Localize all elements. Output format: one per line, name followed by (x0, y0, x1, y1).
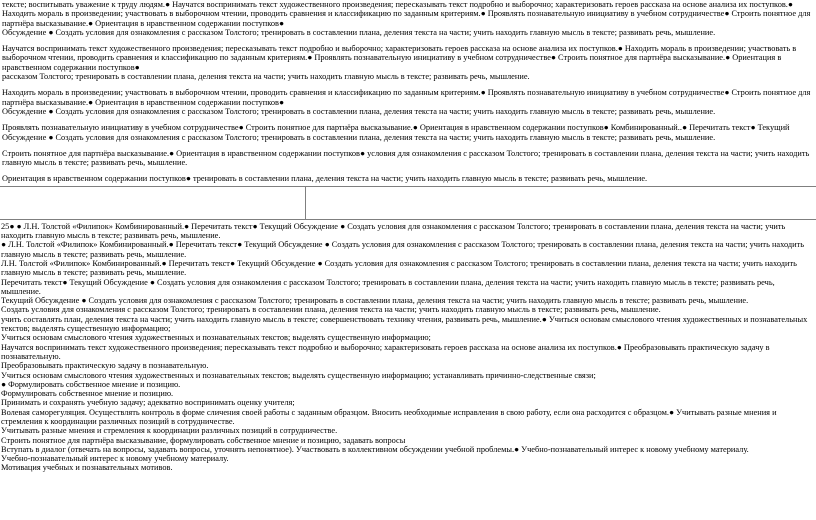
paragraph: учить составлять план, деления текста на части; учить находить главную мысль в тексте; совершенствовать технику чтения, развивать речь, мышление.● Учиться основам смыслового чтения художественных и познавательных текстов; выделять существенную информацию; (1, 314, 808, 334)
paragraph: Учиться основам смыслового чтения художественных и познавательных текстов; выделять существенную информацию; (1, 333, 431, 343)
paragraph: Ориентация в нравственном содержании поступков● тренировать в составлении плана, деления текста на части; учить находить главную мысль в тексте; развивать речь, мышление. (2, 174, 648, 184)
paragraph: Текущий Обсуждение ● Создать условия для ознакомления с рассказом Толстого; тренировать в составлении плана, деления текста на части; учить находить главную мысль в тексте; развивать речь, мышление. (1, 296, 749, 306)
paragraph: Формулировать собственное мнение и позицию. (1, 389, 174, 399)
top-block (1, 0, 816, 37)
paragraph: Учитывать разные мнения и стремления к координации различных позиций в сотрудничестве. (1, 426, 338, 436)
paragraph: Мотивация учебных и познавательных мотивов. (1, 463, 173, 473)
paragraph: Обсуждение ● Создать условия для ознакомления с рассказом Толстого; тренировать в составлении плана, деления текста на части; учить находить главную мысль в тексте; развивать речь, мышление. (2, 106, 716, 116)
paragraph: Вступать в диалог (отвечать на вопросы, задавать вопросы, уточнять непонятное). Участвовать в коллективном обсуждении учебной проблемы.● Учебно-познавательный интерес к новому учебному материалу. (1, 444, 749, 454)
paragraph: Волевая саморегуляция. Осуществлять контроль в форме сличения своей работы с заданным образцом. Вносить необходимые исправления в свою работу, если она расходится с образцом.● Учитывать разные мнения и стремления к координации различных позиций в сотрудничестве. (1, 407, 777, 426)
paragraph: ● Л.Н. Толстой «Филипок» Комбинированный.● Перечитать текст● Текущий Обсуждение ● Создать условия для ознакомления с рассказом Толстого; тренировать в составлении плана, деления текста на части; учить находить главную мысль в тексте; развивать речь, мышление. (1, 240, 805, 259)
paragraph-block (1, 123, 816, 142)
paragraph: Проявлять познавательную инициативу в учебном сотрудничестве● Строить понятное для партнёра высказывание.● Ориентация в нравственном содержании поступков● Комбинированный..● Перечитать текст● Текущий Обсуждение ● Создать условия для ознакомления с рассказом Толстого; тренировать в составлении плана, деления текста на части; учить находить главную мысль в тексте; развивать речь, мышление. (2, 123, 790, 142)
paragraph: Создать условия для ознакомления с рассказом Толстого; тренировать в составлении плана, деления текста на части; учить находить главную мысль в тексте; развивать речь, мышление. (1, 305, 661, 315)
paragraph: Л.Н. Толстой «Филипок» Комбинированный.● Перечитать текст● Текущий Обсуждение ● Создать условия для ознакомления с рассказом Толстого; тренировать в составлении плана, деления текста на части; учить находить главную мысль в тексте; развивать речь, мышление. (1, 258, 797, 278)
paragraph: Преобразовывать практическую задачу в познавательную. (1, 361, 209, 371)
paragraph: Обсуждение ● Создать условия для ознакомления с рассказом Толстого; тренировать в составлении плана, деления текста на части; учить находить главную мысль в тексте; развивать речь, мышление. (2, 27, 716, 37)
paragraph: тексте; воспитывать уважение к труду людям.● Научатся воспринимать текст художественного произведения; пересказывать текст подробно и выборочно; характеризовать героев рассказа на основе анализа их поступков.● Находить мораль в произведении; участвовать в выборочном чтении, проводить сравнения и классификацию по заданным критериям.● Проявлять познавательную инициативу в учебном сотрудничестве● Строить понятное для партнёра высказывание.● Ориентация в нравственном содержании поступков● (2, 0, 811, 28)
paragraph: 25● ● Л.Н. Толстой «Филипок» Комбинированный.● Перечитать текст● Текущий Обсуждение ● Создать условия для ознакомления с рассказом Толстого; тренировать в составлении плана, деления текста на части; учить находить главную мысль в тексте; развивать речь, мышление. (1, 221, 786, 241)
paragraph: Находить мораль в произведении; участвовать в выборочном чтении, проводить сравнения и классификацию по заданным критериям.● Проявлять познавательную инициативу в учебном сотрудничестве● Строить понятное для партнёра высказывание.● Ориентация в нравственном содержании поступков● (2, 88, 811, 107)
paragraph: рассказом Толстого; тренировать в составлении плана, деления текста на части; учить находить главную мысль в тексте; развивать речь, мышление. (2, 72, 530, 82)
paragraph: Строить понятное для партнёра высказывание.● Ориентация в нравственном содержании поступков● условия для ознакомления с рассказом Толстого; тренировать в составлении плана, деления текста на части; учить находить главную мысль в тексте; развивать речь, мышление. (2, 148, 810, 168)
paragraph-block (1, 149, 816, 168)
paragraph-block (1, 44, 816, 81)
paragraph-block (1, 174, 816, 183)
table-row-divider (0, 186, 816, 220)
paragraph-block (1, 88, 816, 116)
paragraph: Учебно-познавательный интерес к новому учебному материалу. (1, 454, 229, 464)
paragraph: Научатся воспринимать текст художественного произведения; пересказывать текст подробно и выборочно; характеризовать героев рассказа на основе анализа их поступков.● Преобразовывать практическую задачу в познавательную. (1, 342, 770, 361)
paragraph: ● Формулировать собственное мнение и позицию. (1, 379, 181, 389)
table-cell-border (305, 187, 306, 219)
paragraph: Перечитать текст● Текущий Обсуждение ● Создать условия для ознакомления с рассказом Толстого; тренировать в составлении плана, деления текста на части; учить находить главную мысль в тексте; развивать речь, мышление. (1, 277, 775, 296)
paragraph: Принимать и сохранять учебную задачу; адекватно воспринимать оценку учителя; (1, 398, 295, 408)
paragraph: Строить понятное для партнёра высказывание, формулировать собственное мнение и позицию, задавать вопросы (1, 435, 406, 445)
paragraph: Научатся воспринимать текст художественного произведения; пересказывать текст подробно и выборочно; характеризовать героев рассказа на основе анализа их поступков.● Находить мораль в произведении; участвовать в выборочном чтении, проводить сравнения и классификацию по заданным критериям.● Проявлять познавательную инициативу в учебном сотрудничестве● Строить понятное для партнёра высказывание.● Ориентация в нравственном содержании поступков● (2, 44, 797, 72)
paragraph: Учиться основам смыслового чтения художественных и познавательных текстов; выделять существенную информацию; устанавливать причинно-следственные связи; (1, 370, 596, 380)
